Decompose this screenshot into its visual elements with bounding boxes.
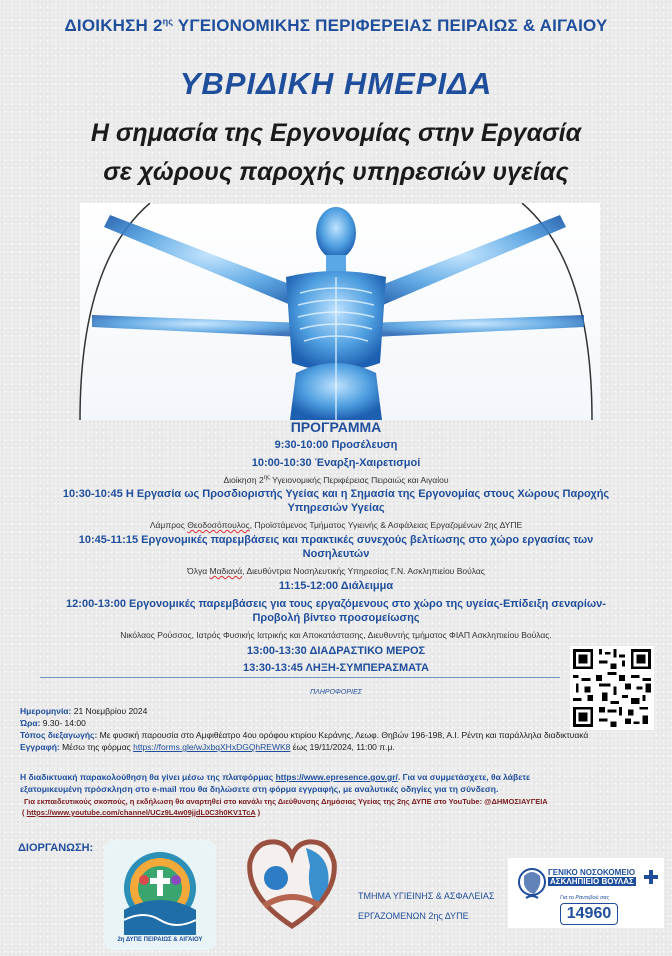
dype-logo <box>104 840 216 950</box>
program-speaker-talk-2: Όλγα Μαδιανά, Διευθύντρια Νοσηλευτικής Υπηρεσίας Γ.Ν. Ασκληπιείου Βούλας <box>187 566 485 576</box>
program-item-break: 11:15-12:00 Διάλειμμα <box>278 580 394 592</box>
program-item-talk-3-cont: Προβολή βίντεο προσομείωσης <box>252 612 420 624</box>
medical-cross-icon <box>644 870 658 884</box>
info-heading: ΠΛΗΡΟΦΟΡΙΕΣ <box>310 689 362 696</box>
program-heading: ΠΡΟΓΡΑΜΜΑ <box>290 419 382 435</box>
divider <box>40 677 560 678</box>
info-online: Η διαδικτυακή παρακολούθηση θα γίνει μέσω της πλατφόρμας https://www.epresence.gov.gr/. Για να συμμετάσχετε, θα λάβετε <box>20 772 531 782</box>
department-line-1: ΤΜΗΜΑ ΥΓΙΕΙΝΗΣ & ΑΣΦΑΛΕΙΑΣ <box>358 891 495 901</box>
event-title-line-2: σε χώρους παροχής υπηρεσιών υγείας <box>103 158 569 186</box>
organizer-header: ΔΙΟΙΚΗΣΗ $2^{\eta\varsigma}$ ΥΓΕΙΟΝΟΜΙΚΗΣ ΠΕΡΙΦΕΡΕΙΑΣ ΠΕΙΡΑΙΩΣ & ΑΙΓΑΙΟΥ <box>64 16 608 35</box>
info-youtube: Για εκπαιδευτικούς σκοπούς, η εκδήλωση θα αναρτηθεί στο κανάλι της Διεύθυνσης Δημόσιας Υγείας της 2ης ΔΥΠΕ στο YouTube: @ΔΗΜΟΣΙΑΥΓΕΙΑ <box>24 797 548 806</box>
youtube-channel-link[interactable]: https://www.youtube.com/channel/UCz9L4w09jjdL0C3h0KV1TcA <box>26 808 256 817</box>
dype-logo-caption: 2η ΔΥΠΕ ΠΕΙΡΑΙΩΣ & ΑΙΓΑΙΟΥ <box>117 937 203 943</box>
program-speaker-opening: Διοίκηση $2^{\eta\varsigma}$ Υγειονομικής Περιφέρειας Πειραιώς και Αιγαίου <box>223 475 449 485</box>
program-item-arrival: 9:30-10:00 Προσέλευση <box>274 439 398 451</box>
program-item-talk-3: 12:00-13:00 Εργονομικές παρεμβάσεις για τους εργαζόμενους στο χώρο της υγείας-Επίδειξη σεναρίων- <box>66 598 606 610</box>
program-item-interactive: 13:00-13:30 ΔΙΑΔΡΑΣΤΙΚΟ ΜΕΡΟΣ <box>246 645 426 657</box>
program-speaker-talk-1: Λάμπρος Θεοδοσόπουλος, Προϊστάμενος Τμήματος Υγιεινής & Ασφάλειας Εργαζομένων 2ης ΔΥΠΕ <box>149 520 523 530</box>
hospital-name-line-2: ΑΣΚΛΗΠΙΕΙΟ ΒΟΥΛΑΣ <box>550 877 634 886</box>
program-item-talk-1-cont: Υπηρεσιών Υγείας <box>287 502 385 514</box>
organizer-label: ΔΙΟΡΓΑΝΩΣΗ: <box>18 842 94 854</box>
info-youtube-link-line: ( https://www.youtube.com/channel/UCz9L4w09jjdL0C3h0KV1TcA ) <box>22 808 261 817</box>
info-venue: Τόπος διεξαγωγής: Με φυσική παρουσία στο Αμφιθέατρο 4ου ορόφου κτιρίου Κεράνης, Λεωφ. Θηβών 196-198, Α.Ι. Ρέντη και παράλληλα διαδικτυακά <box>20 730 589 740</box>
info-time: Ώρα: 9.30- 14:00 <box>20 718 86 728</box>
hospital-phone-number[interactable]: 14960 <box>560 903 618 925</box>
hospital-name-line-1: ΓΕΝΙΚΟ ΝΟΣΟΚΟΜΕΙΟ <box>548 868 636 877</box>
program-item-talk-1: 10:30-10:45 Η Εργασία ως Προσδιοριστής Υγείας και η Σημασία της Εργονομίας στους Χώρους Παροχής <box>62 488 610 500</box>
info-registration: Εγγραφή: Μέσω της φόρμας https://forms.gle/wJxbqXHxDGQhREWK8 έως 19/11/2024, 11:00 π.μ. <box>20 742 395 752</box>
hands-heart-logo <box>236 826 348 938</box>
event-title-line-1: Η σημασία της Εργονομίας στην Εργασία <box>90 119 582 147</box>
epresence-link[interactable]: https://www.epresence.gov.gr/ <box>275 772 398 782</box>
program-item-opening: 10:00-10:30 Έναρξη-Χαιρετισμοί <box>251 457 421 469</box>
dype-logo-icon <box>104 840 216 950</box>
registration-link[interactable]: https://forms.gle/wJxbqXHxDGQhREWK8 <box>133 742 291 752</box>
info-online-line-2: εξατομικευμένη πρόσκληση στο e-mail που θα δηλώσετε στη φόρμα εγγραφής, με αναλυτικές οδηγίες για τη σύνδεση. <box>20 784 499 794</box>
skeleton-illustration <box>0 203 672 420</box>
hospital-phone-label: Για το Ραντεβού σας <box>560 895 610 901</box>
program-item-talk-2-cont: Νοσηλευτών <box>302 548 370 560</box>
program-item-closing: 13:30-13:45 ΛΗΞΗ-ΣΥΜΠΕΡΑΣΜΑΤΑ <box>242 662 430 674</box>
info-date: Ημερομηνία: 21 Νοεμβρίου 2024 <box>20 706 148 716</box>
event-type-title: ΥΒΡΙΔΙΚΗ ΗΜΕΡΙΔΑ <box>179 66 493 101</box>
program-speaker-talk-3: Νικόλαος Ρούσσος, Ιατρός Φυσικής Ιατρικής και Αποκατάστασης, Διευθυντής τμήματος ΦΙΑΠ Ασκληπιείου Βούλας. <box>120 630 552 640</box>
program-item-talk-2: 10:45-11:15 Εργονομικές παρεμβάσεις και πρακτικές συνεχούς βελτίωσης στο χώρο εργασίας των <box>78 534 594 546</box>
department-line-2: ΕΡΓΑΖΟΜΕΝΩΝ 2ης ΔΥΠΕ <box>358 911 469 921</box>
qr-code[interactable] <box>570 646 654 730</box>
asklepios-head-icon <box>512 864 552 904</box>
